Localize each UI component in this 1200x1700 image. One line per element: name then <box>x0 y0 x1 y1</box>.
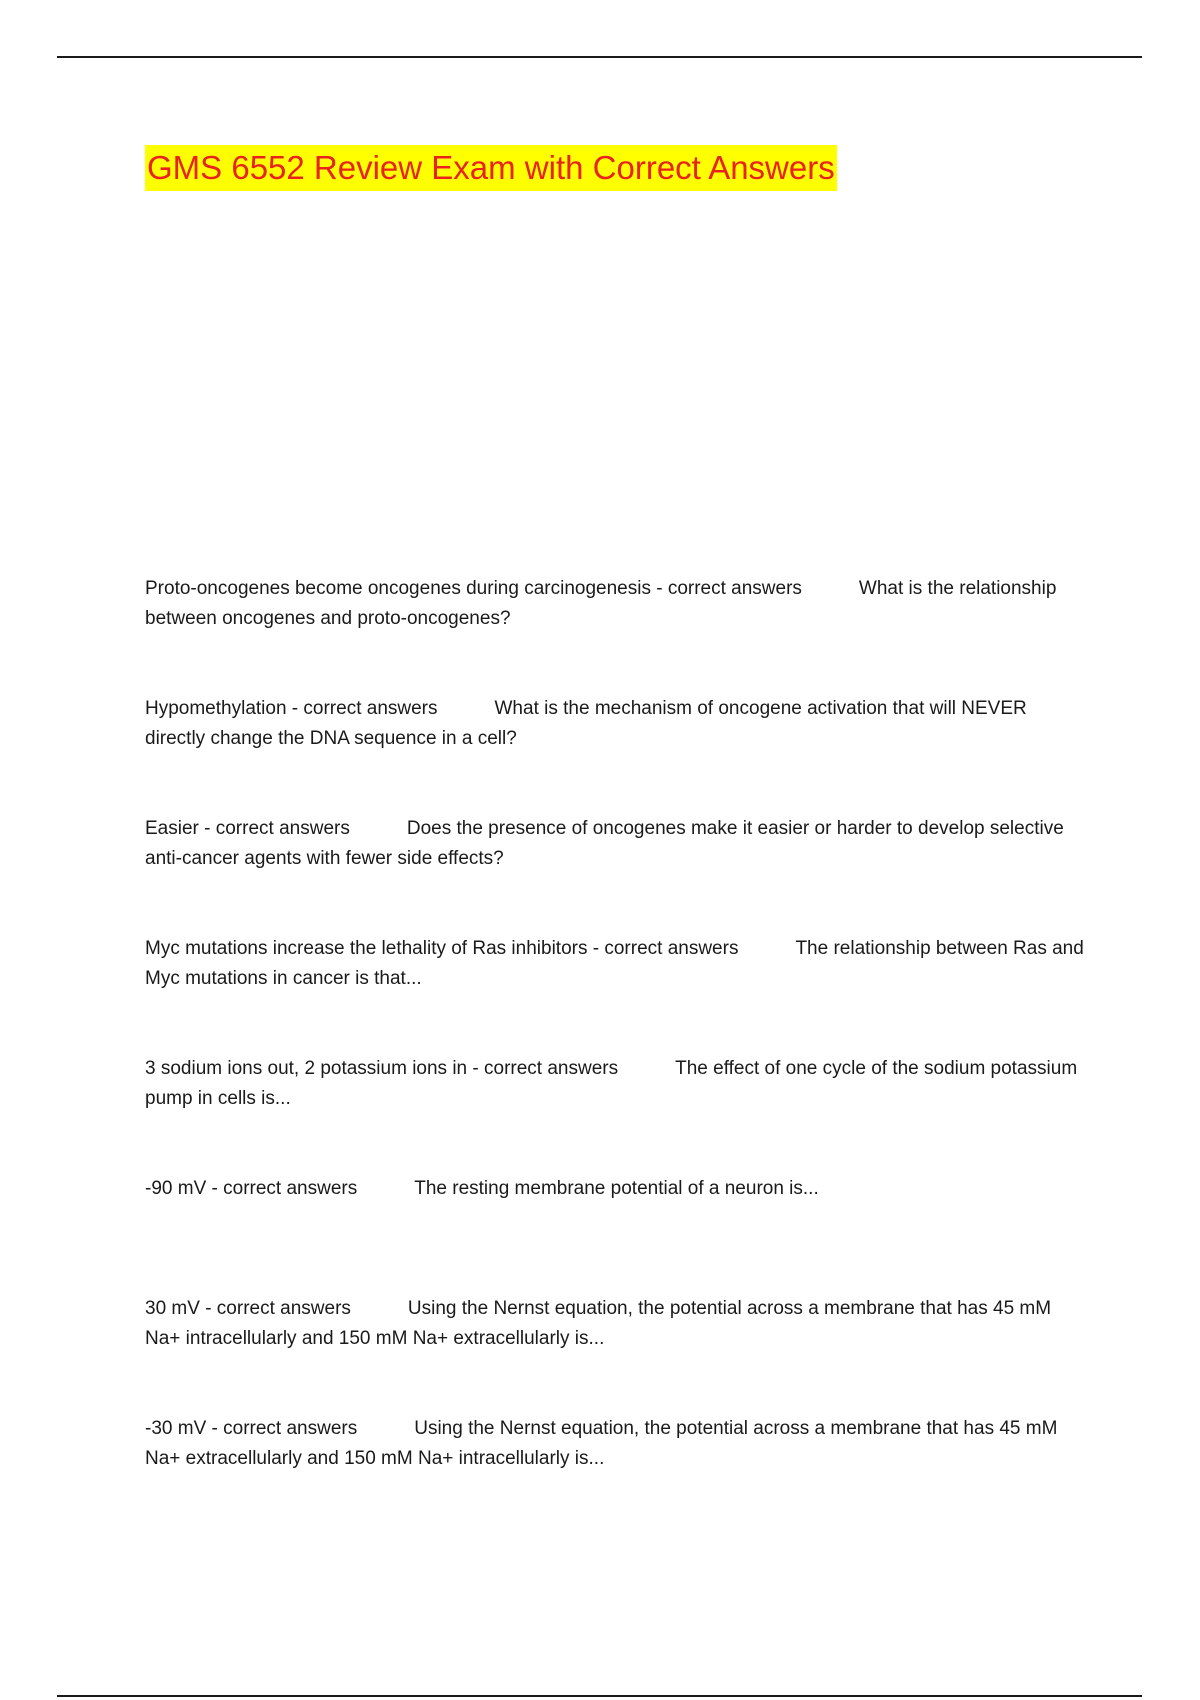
qa-item <box>145 1414 1085 1534</box>
qa-answer: Proto-oncogenes become oncogenes during carcinogenesis - correct answers <box>145 578 802 599</box>
qa-question: Does the presence of oncogenes make it easier or harder to develop selective anti-cancer agents with fewer side effects? <box>145 818 1064 869</box>
qa-item <box>145 574 1085 694</box>
footer-rule <box>57 1695 1142 1697</box>
qa-question: Using the Nernst equation, the potential across a membrane that has 45 mM Na+ extracellularly and 150 mM Na+ intracellularly is... <box>145 1418 1058 1469</box>
qa-question: What is the mechanism of oncogene activation that will NEVER directly change the DNA sequence in a cell? <box>145 698 1027 749</box>
qa-item <box>145 1054 1085 1174</box>
qa-question: Using the Nernst equation, the potential across a membrane that has 45 mM Na+ intracellularly and 150 mM Na+ extracellularly is... <box>145 1298 1052 1349</box>
qa-question: The effect of one cycle of the sodium potassium pump in cells is... <box>145 1058 1078 1109</box>
qa-question: What is the relationship between oncogenes and proto-oncogenes? <box>145 578 1057 629</box>
qa-item <box>145 1294 1085 1414</box>
qa-answer: -30 mV - correct answers <box>145 1418 358 1439</box>
qa-item <box>145 694 1085 814</box>
qa-answer: Easier - correct answers <box>145 818 350 839</box>
qa-answer: Hypomethylation - correct answers <box>145 698 438 719</box>
qa-answer: 30 mV - correct answers <box>145 1298 351 1319</box>
qa-question: The resting membrane potential of a neuron is... <box>414 1178 819 1199</box>
qa-answer: -90 mV - correct answers <box>145 1178 358 1199</box>
qa-answer: 3 sodium ions out, 2 potassium ions in - correct answers <box>145 1058 619 1079</box>
header-rule <box>57 56 1142 58</box>
qa-item <box>145 1174 1085 1294</box>
qa-question: The relationship between Ras and Myc mutations in cancer is that... <box>145 938 1084 989</box>
document-title: GMS 6552 Review Exam with Correct Answers <box>145 145 837 191</box>
qa-item <box>145 814 1085 934</box>
qa-list <box>145 574 1085 1534</box>
qa-answer: Myc mutations increase the lethality of Ras inhibitors - correct answers <box>145 938 739 959</box>
qa-item <box>145 934 1085 1054</box>
